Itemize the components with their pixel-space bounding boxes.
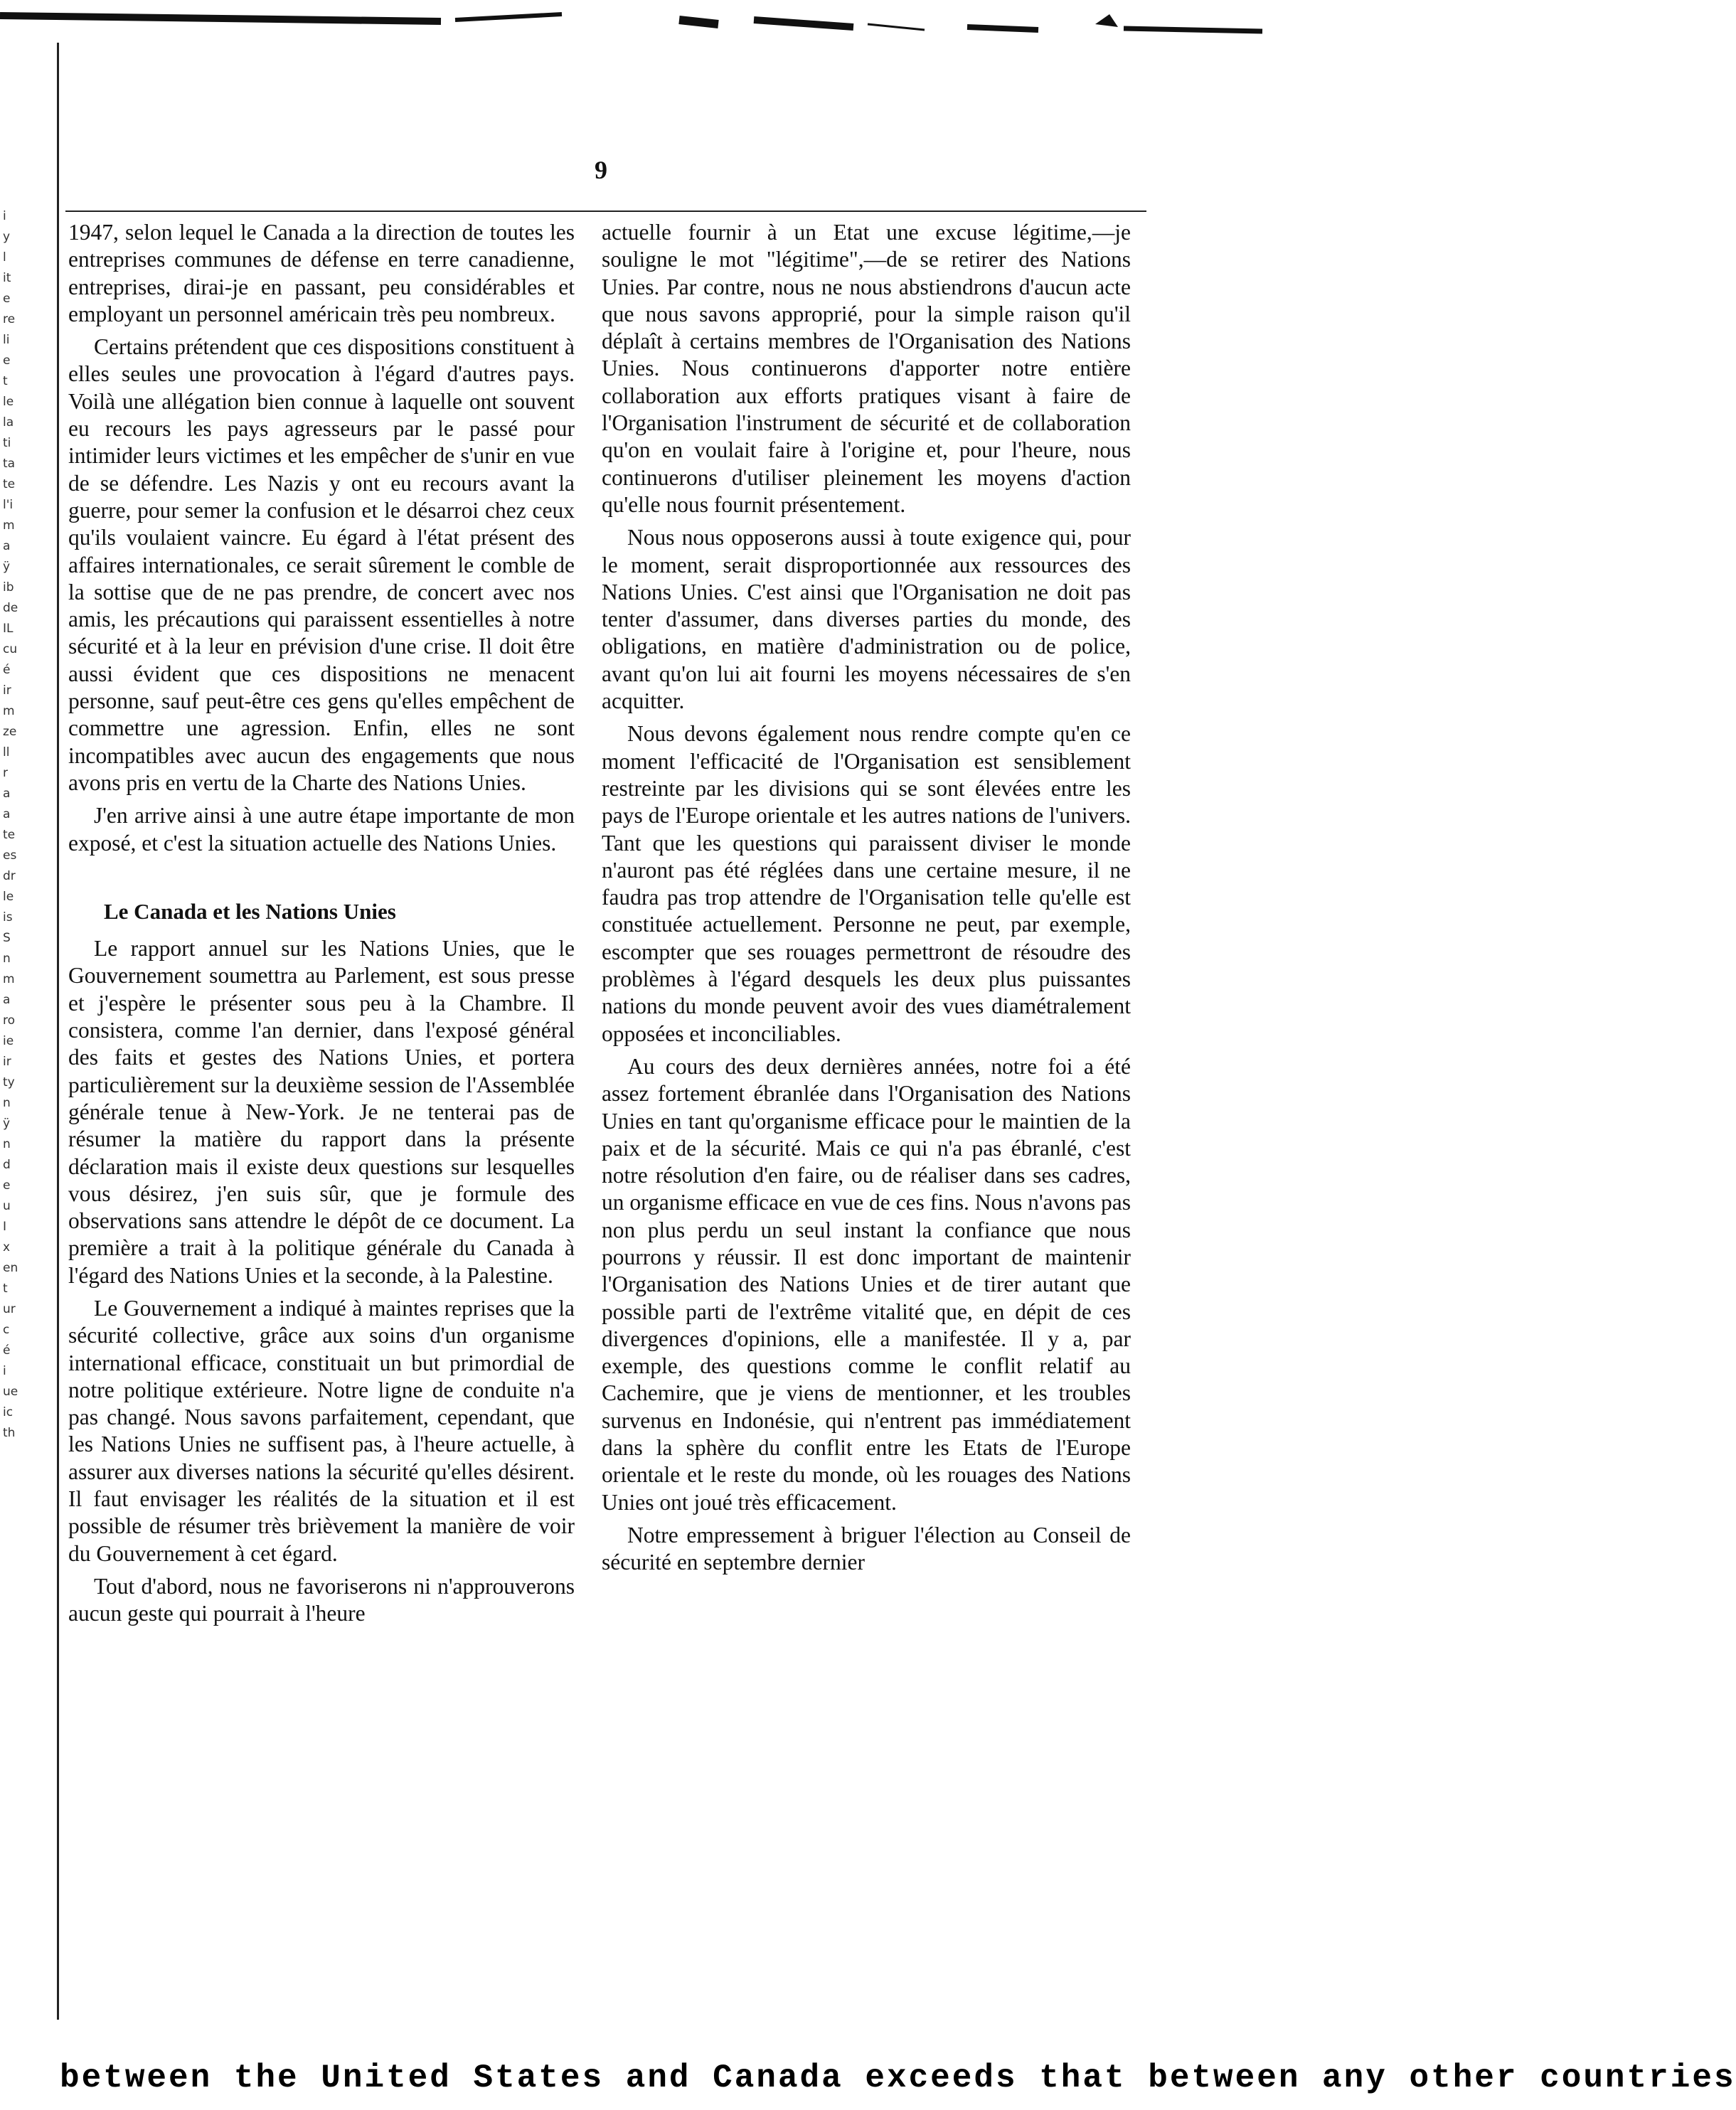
margin-fragment: é — [3, 663, 11, 677]
margin-fragment: IL — [3, 622, 14, 636]
margin-fragment: é — [3, 1343, 11, 1358]
margin-fragment: ir — [3, 1055, 11, 1069]
margin-fragment: l'i — [3, 498, 14, 512]
margin-fragment: i — [3, 1364, 6, 1378]
margin-fragment: ze — [3, 725, 17, 739]
margin-fragment: a — [3, 807, 11, 821]
margin-fragment: ll — [3, 745, 10, 760]
margin-fragment: ÿ — [3, 1117, 11, 1131]
margin-fragment: re — [3, 312, 16, 326]
margin-fragment: le — [3, 890, 14, 904]
margin-fragment: I — [3, 1220, 7, 1234]
margin-fragment: te — [3, 477, 16, 491]
paragraph: Le rapport annuel sur les Nations Unies, que le Gouvernement soumettra au Parlement, est sous presse et j'espère le présenter sous peu à la Chambre. Il consistera, comme l'an dernier, dans l'exposé général des faits et gestes des Nations Unies, et portera particulièrement sur la deuxième session de l'Assemblée générale tenue à New-York. Je ne tenterai pas de résumer la matière du rapport dans la présente déclaration mais il existe deux questions sur lesquelles vous désirez, j'en suis sûr, que je formule des observations sans attendre le dépôt de ce document. La première a trait à la politique générale du Canada à l'égard des Nations Unies et la seconde, à la Palestine. — [68, 936, 575, 1288]
margin-fragment: ro — [3, 1013, 16, 1028]
margin-fragment: S — [3, 931, 11, 945]
margin-fragment: t — [3, 1282, 8, 1296]
margin-fragment: ÿ — [3, 560, 11, 574]
margin-fragment: y — [3, 230, 11, 244]
scan-top-edge — [0, 0, 1262, 43]
margin-fragment: de — [3, 601, 18, 615]
margin-fragment: ic — [3, 1405, 14, 1419]
margin-fragments — [3, 206, 53, 1984]
margin-fragment: a — [3, 787, 11, 801]
margin-fragment: d — [3, 1158, 11, 1172]
margin-fragment: li — [3, 333, 10, 347]
margin-fragment: la — [3, 415, 14, 430]
margin-fragment: ty — [3, 1075, 15, 1089]
margin-fragment: l — [3, 250, 6, 265]
margin-fragment: en — [3, 1261, 18, 1275]
margin-fragment: x — [3, 1240, 11, 1254]
paragraph: Nous devons également nous rendre compte qu'en ce moment l'efficacité de l'Organisation est sensiblement restreinte par les divisions qui se sont élevées entre les pays de l'Europe orientale et les autres nations de l'univers. Tant que les questions qui paraissent diviser le monde n'auront pas été réglées dans une certaine mesure, il ne faudra pas trop attendre de l'Organisation telle qu'elle est constituée actuellement. Personne ne peut, par exemple, escompter que ses rouages permettront de résoudre des problèmes à l'égard desquels les deux plus puissantes nations du monde peuvent avoir des vues diamétralement opposées et inconciliables. — [602, 721, 1131, 1046]
margin-fragment: ie — [3, 1034, 14, 1048]
margin-fragment: ti — [3, 436, 11, 450]
margin-fragment: n — [3, 1096, 11, 1110]
bleed-through-text: between the United States and Canada exceeds that between any other countries — [60, 2060, 1736, 2096]
scan-bottom-bleed — [28, 2047, 1736, 2110]
margin-fragment: te — [3, 828, 16, 842]
section-heading: Le Canada et les Nations Unies — [104, 898, 396, 924]
margin-fragment: is — [3, 910, 13, 925]
paragraph: 1947, selon lequel le Canada a la direction de toutes les entreprises communes de défense en terre canadienne, entreprises, dirai-je en passant, peu considérables et employant un personnel américain très peu nombreux. — [68, 220, 575, 326]
margin-fragment: m — [3, 972, 15, 986]
margin-fragment: a — [3, 539, 11, 553]
margin-fragment: ib — [3, 580, 14, 595]
margin-fragment: m — [3, 518, 15, 533]
margin-fragment: n — [3, 1137, 11, 1151]
margin-fragment: m — [3, 704, 15, 718]
margin-fragment: es — [3, 848, 17, 863]
paragraph: Notre empressement à briguer l'élection au Conseil de sécurité en septembre dernier — [602, 1522, 1131, 1575]
page-number: 9 — [595, 156, 607, 184]
margin-fragment: th — [3, 1426, 16, 1440]
margin-fragment: ue — [3, 1385, 18, 1399]
margin-fragment: ta — [3, 457, 16, 471]
margin-fragment: e — [3, 292, 11, 306]
paragraph: Au cours des deux dernières années, notre foi a été assez fortement ébranlée dans l'Organisation des Nations Unies en tant qu'organisme efficace pour le maintien de la paix et de la sécurité. Mais ce qui n'a pas ébranlé, c'est notre résolution d'en faire, ou de réaliser dans ses cadres, un organisme efficace en vue de ces fins. Nous n'avons pas non plus perdu un seul instant la confiance que nous pourrons y réussir. Il est donc important de maintenir l'Organisation des Nations Unies et de tirer autant que possible parti de l'extrême vitalité que, en dépit de ces divergences d'opinions, elle a manifestée. Il y a, par exemple, des questions comme le conflit relatif au Cachemire, que je viens de mentionner, et les troubles survenus en Indonésie, qui n'entrent pas immédiatement dans la sphère du conflit entre les Etats de l'Europe orientale et le reste du monde, où les rouages des Nations Unies ont joué très efficacement. — [602, 1053, 1131, 1515]
margin-fragment: cu — [3, 642, 18, 656]
paragraph: J'en arrive ainsi à une autre étape importante de mon exposé, et c'est la situation actuelle des Nations Unies. — [68, 803, 575, 856]
margin-fragment: it — [3, 271, 11, 285]
paragraph: Tout d'abord, nous ne favoriserons ni n'approuverons aucun geste qui pourrait à l'heure — [68, 1573, 575, 1626]
right-column — [602, 219, 1131, 1582]
margin-fragment: ur — [3, 1302, 16, 1316]
margin-fragment: e — [3, 353, 11, 368]
margin-fragment: ir — [3, 683, 11, 698]
margin-fragment: n — [3, 952, 11, 966]
paragraph: Le Gouvernement a indiqué à maintes reprises que la sécurité collective, grâce aux soins d'un organisme international efficace, constituait un but primordial de notre politique extérieure. Notre ligne de conduite n'a pas changé. Nous savons parfaitement, cependant, que les Nations Unies ne suffisent pas, à l'heure actuelle, à assurer aux diverses nations la sécurité qu'elles désirent. Il faut envisager les réalités de la situation et il est possible de résumer très brièvement la manière de voir du Gouvernement à cet égard. — [68, 1295, 575, 1566]
margin-fragment: dr — [3, 869, 16, 883]
margin-fragment: le — [3, 395, 14, 409]
margin-fragment: c — [3, 1323, 10, 1337]
margin-fragment: e — [3, 1178, 11, 1193]
scan-left-margin — [0, 43, 59, 2020]
margin-fragment: a — [3, 993, 11, 1007]
paragraph: actuelle fournir à un Etat une excuse légitime,—je souligne le mot "légitime",—de se retirer des Nations Unies. Par contre, nous ne nous abstiendrons d'aucun acte que nous savons approprié, pour la simple raison qu'il déplaît à certains membres de l'Organisation des Nations Unies. Nous continuerons d'apporter notre entière collaboration aux efforts pratiques visant à faire de l'Organisation l'instrument de sécurité et de collaboration qu'on en voulait faire à l'origine et, pour l'heure, nous continuerons d'utiliser pleinement les moyens d'action qu'elle nous fournit présentement. — [602, 220, 1131, 517]
paragraph: Nous nous opposerons aussi à toute exigence qui, pour le moment, serait disproportionnée aux ressources des Nations Unies. C'est ainsi que l'Organisation ne doit pas tenter d'assumer, dans diverses parties du monde, des obligations, en matière d'administration ou de police, avant qu'on lui ait fourni les moyens nécessaires de s'en acquitter. — [602, 525, 1131, 714]
left-column — [68, 219, 575, 1634]
margin-fragment: t — [3, 374, 8, 388]
paragraph: Certains prétendent que ces dispositions constituent à elles seules une provocation à l'égard d'autres pays. Voilà une allégation bien connue à laquelle ont souvent eu recours les pays agresseurs par le passé pour intimider leurs victimes et les empêcher de s'unir en vue de se défendre. Les Nazis y ont eu recours avant la guerre, pour semer la confusion et le désarroi chez ceux qu'ils voulaient vaincre. Eu égard à l'état présent des affaires internationales, ce serait sûrement le comble de la sottise que de ne pas prendre, de concert avec nos amis, les précautions qui paraissent essentielles à notre sécurité et à la leur en prévision d'une crise. Il doit être aussi évident que ces dispositions ne menacent personne, sauf peut-être ces gens qu'elles empêchent de commettre une agression. Enfin, elles ne sont incompatibles avec aucun des engagements que nous avons pris en vertu de la Charte des Nations Unies. — [68, 334, 575, 795]
header-rule — [65, 211, 1146, 212]
margin-fragment: r — [3, 766, 8, 780]
margin-fragment: u — [3, 1199, 11, 1213]
margin-fragment: i — [3, 209, 6, 223]
